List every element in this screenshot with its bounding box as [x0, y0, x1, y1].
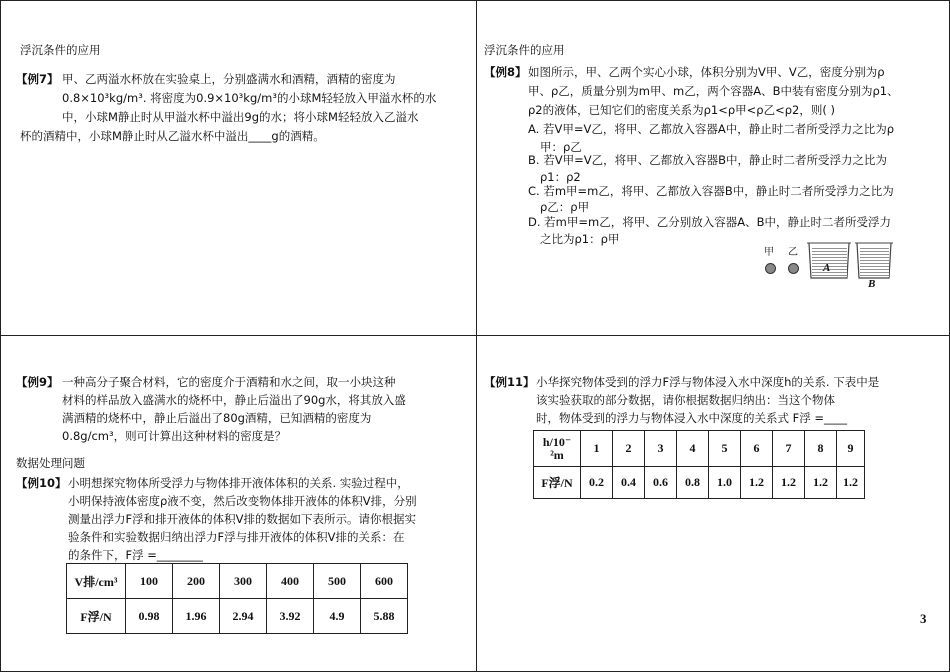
ex8-line: 甲、ρ乙，质量分别为m甲、m乙，两个容器A、B中装有密度分别为ρ1、 — [528, 84, 899, 98]
frame-top-line — [0, 0, 950, 1]
table-cell: 1.2 — [773, 467, 805, 499]
table-cell: 2.94 — [220, 599, 267, 634]
ex9-line: 满酒精的烧杯中，静止后溢出了80g酒精，已知酒精的密度为 — [62, 411, 372, 425]
table-cell: 1.2 — [837, 467, 865, 499]
table-cell: 4 — [677, 431, 709, 467]
table-cell: 1.0 — [709, 467, 741, 499]
container-b-label: B — [868, 278, 876, 290]
ex8-option-a-cont: 甲：ρ乙 — [540, 140, 582, 154]
table-cell: 8 — [805, 431, 837, 467]
header-label-part: ²m — [550, 447, 564, 462]
table-cell: 3.92 — [267, 599, 314, 634]
ball-jia — [765, 263, 776, 274]
ex7-line: 0.8×10³kg/m³. 将密度为0.9×10³kg/m³的小球M轻轻放入甲溢水杯的水 — [62, 91, 437, 105]
data-processing-heading: 数据处理问题 — [16, 456, 85, 470]
ex10-line: 小明保持液体密度ρ液不变，然后改变物体排开液体的体积V排，分别 — [68, 494, 417, 508]
container-a-label: A — [823, 262, 831, 274]
ex10-line: 测量出浮力F浮和排开液体的体积V排的数据如下表所示。请你根据实 — [68, 512, 416, 526]
table-cell: 0.4 — [613, 467, 645, 499]
ex11-line: 该实验获取的部分数据，请你根据数据归纳出：当这个物体 — [536, 393, 835, 407]
table-cell: 300 — [220, 564, 267, 599]
frame-center-line — [476, 0, 477, 672]
ex10-line: 的条件下，F浮 =________ — [68, 548, 203, 562]
section-title-right: 浮沉条件的应用 — [484, 43, 565, 57]
table-cell: 1.2 — [805, 467, 837, 499]
ex11-table — [533, 430, 865, 499]
ex10-tag: 【例10】 — [16, 476, 67, 490]
table-cell: 200 — [173, 564, 220, 599]
ex7-line: 中，小球M静止时从甲溢水杯中溢出9g的水；将小球M轻轻放入乙溢水 — [62, 110, 419, 124]
ex8-option-a: A. 若V甲=V乙，将甲、乙都放入容器A中，静止时二者所受浮力之比为ρ — [528, 122, 895, 136]
table-cell: 500 — [314, 564, 361, 599]
ex8-line: ρ2的液体，已知它们的密度关系为ρ1<ρ甲<ρ乙<ρ2，则( ) — [528, 103, 835, 117]
table-cell: 5.88 — [361, 599, 408, 634]
table-cell: 9 — [837, 431, 865, 467]
ball-jia-label: 甲 — [764, 247, 774, 258]
table-row — [534, 431, 865, 467]
table-cell: 100 — [126, 564, 173, 599]
table-cell: 600 — [361, 564, 408, 599]
table-header-cell — [534, 431, 581, 467]
ex8-line: 如图所示，甲、乙两个实心小球，体积分别为V甲、V乙，密度分别为ρ — [528, 65, 885, 79]
frame-middle-line — [0, 335, 950, 336]
table-cell: 0.2 — [581, 467, 613, 499]
ex8-option-b-cont: ρ1：ρ2 — [540, 170, 581, 184]
table-cell: 2 — [613, 431, 645, 467]
ex9-line: 0.8g/cm³，则可计算出这种材料的密度是？ — [62, 429, 287, 443]
ex10-table — [66, 563, 408, 634]
table-cell: 1.2 — [741, 467, 773, 499]
table-header-cell: V排/cm³ — [67, 564, 126, 599]
ex9-line: 一种高分子聚合材料，它的密度介于酒精和水之间，取一小块这种 — [62, 375, 396, 389]
table-row — [67, 599, 408, 634]
ex8-option-c-cont: ρ乙：ρ甲 — [540, 200, 590, 214]
table-cell: 1.96 — [173, 599, 220, 634]
table-row — [67, 564, 408, 599]
ex7-tag: 【例7】 — [16, 72, 59, 86]
ex7-line: 杯的酒精中，小球M静止时从乙溢水杯中溢出____g的酒精。 — [20, 129, 325, 143]
ex9-line: 材料的样品放入盛满水的烧杯中，静止后溢出了90g水，将其放入盛 — [62, 393, 406, 407]
containers-figure — [805, 238, 895, 288]
ex10-line: 小明想探究物体所受浮力与物体排开液体体积的关系. 实验过程中， — [68, 476, 409, 490]
ex8-option-b: B. 若V甲=V乙，将甲、乙都放入容器B中，静止时二者所受浮力之比为 — [528, 153, 887, 167]
table-cell: 1 — [581, 431, 613, 467]
table-header-cell: F浮/N — [534, 467, 581, 499]
frame-left-line — [0, 0, 1, 672]
table-cell: 4.9 — [314, 599, 361, 634]
ex11-tag: 【例11】 — [484, 375, 535, 389]
table-cell: 0.6 — [645, 467, 677, 499]
ex8-option-d-cont: 之比为ρ1：ρ甲 — [540, 232, 620, 246]
table-cell: 6 — [741, 431, 773, 467]
table-cell: 7 — [773, 431, 805, 467]
table-row — [534, 467, 865, 499]
ex10-line: 验条件和实验数据归纳出浮力F浮与排开液体的体积V排的关系：在 — [68, 530, 405, 544]
table-cell: 0.8 — [677, 467, 709, 499]
ex8-tag: 【例8】 — [484, 65, 527, 79]
ex8-option-c: C. 若m甲=m乙，将甲、乙都放入容器B中，静止时二者所受浮力之比为 — [528, 184, 894, 198]
table-header-cell: F浮/N — [67, 599, 126, 634]
ball-yi-label: 乙 — [788, 247, 798, 258]
table-cell: 3 — [645, 431, 677, 467]
container-b — [855, 243, 893, 278]
table-cell: 5 — [709, 431, 741, 467]
ex9-tag: 【例9】 — [16, 375, 59, 389]
page-number: 3 — [920, 611, 927, 626]
section-title-left: 浮沉条件的应用 — [20, 43, 101, 57]
ex7-line: 甲、乙两溢水杯放在实验桌上，分别盛满水和酒精，酒精的密度为 — [62, 72, 396, 86]
ex11-line: 小华探究物体受到的浮力F浮与物体浸入水中深度h的关系. 下表中是 — [536, 375, 880, 389]
ex8-option-d: D. 若m甲=m乙，将甲、乙分别放入容器A、B中，静止时二者所受浮力 — [528, 215, 891, 229]
ball-yi — [788, 263, 799, 274]
table-cell: 400 — [267, 564, 314, 599]
table-cell: 0.98 — [126, 599, 173, 634]
header-label-part: h/10⁻ — [542, 434, 572, 449]
ex11-line: 时，物体受到的浮力与物体浸入水中深度的关系式 F浮 =____ — [536, 411, 848, 425]
